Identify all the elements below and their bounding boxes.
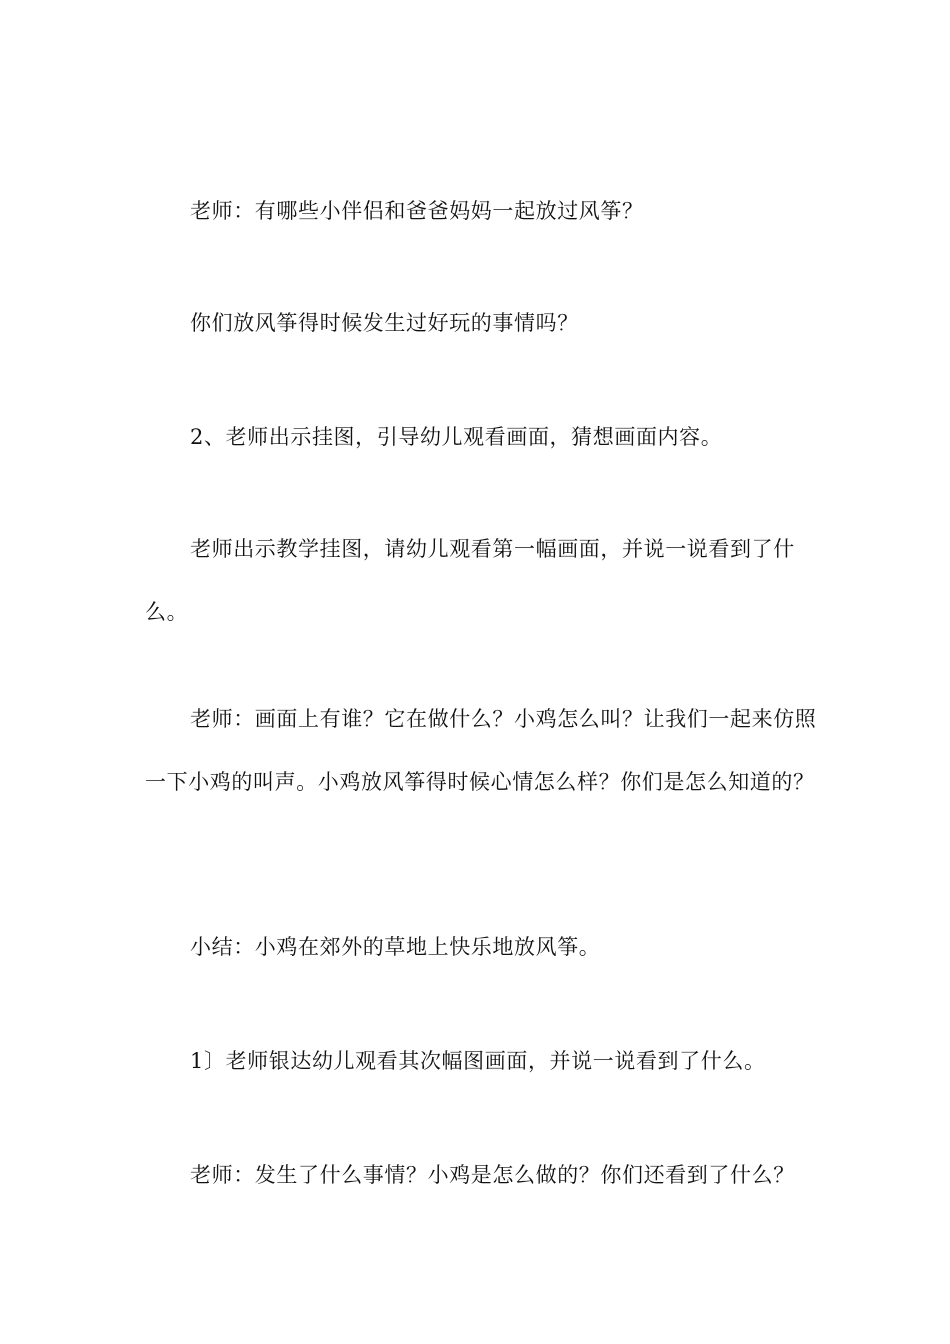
paragraph-5: 老师：画面上有谁？它在做什么？小鸡怎么叫？让我们一起来仿照一下小鸡的叫声。小鸡放风筝得时候心情怎么样？你们是怎么知道的？ [145, 707, 817, 794]
paragraph-3: 2、老师出示挂图，引导幼儿观看画面，猜想画面内容。 [190, 425, 723, 449]
paragraph-4: 老师出示教学挂图，请幼儿观看第一幅画面，并说一说看到了什么。 [145, 537, 795, 624]
paragraph-7: 1〕老师银达幼儿观看其次幅图画面，并说一说看到了什么。 [190, 1049, 766, 1073]
paragraph-2: 你们放风筝得时候发生过好玩的事情吗？ [190, 311, 579, 335]
paragraph-1: 老师：有哪些小伴侣和爸爸妈妈一起放过风筝？ [190, 199, 644, 223]
paragraph-8: 老师：发生了什么事情？小鸡是怎么做的？你们还看到了什么？ [190, 1163, 795, 1187]
paragraph-6: 小结：小鸡在郊外的草地上快乐地放风筝。 [190, 935, 601, 959]
